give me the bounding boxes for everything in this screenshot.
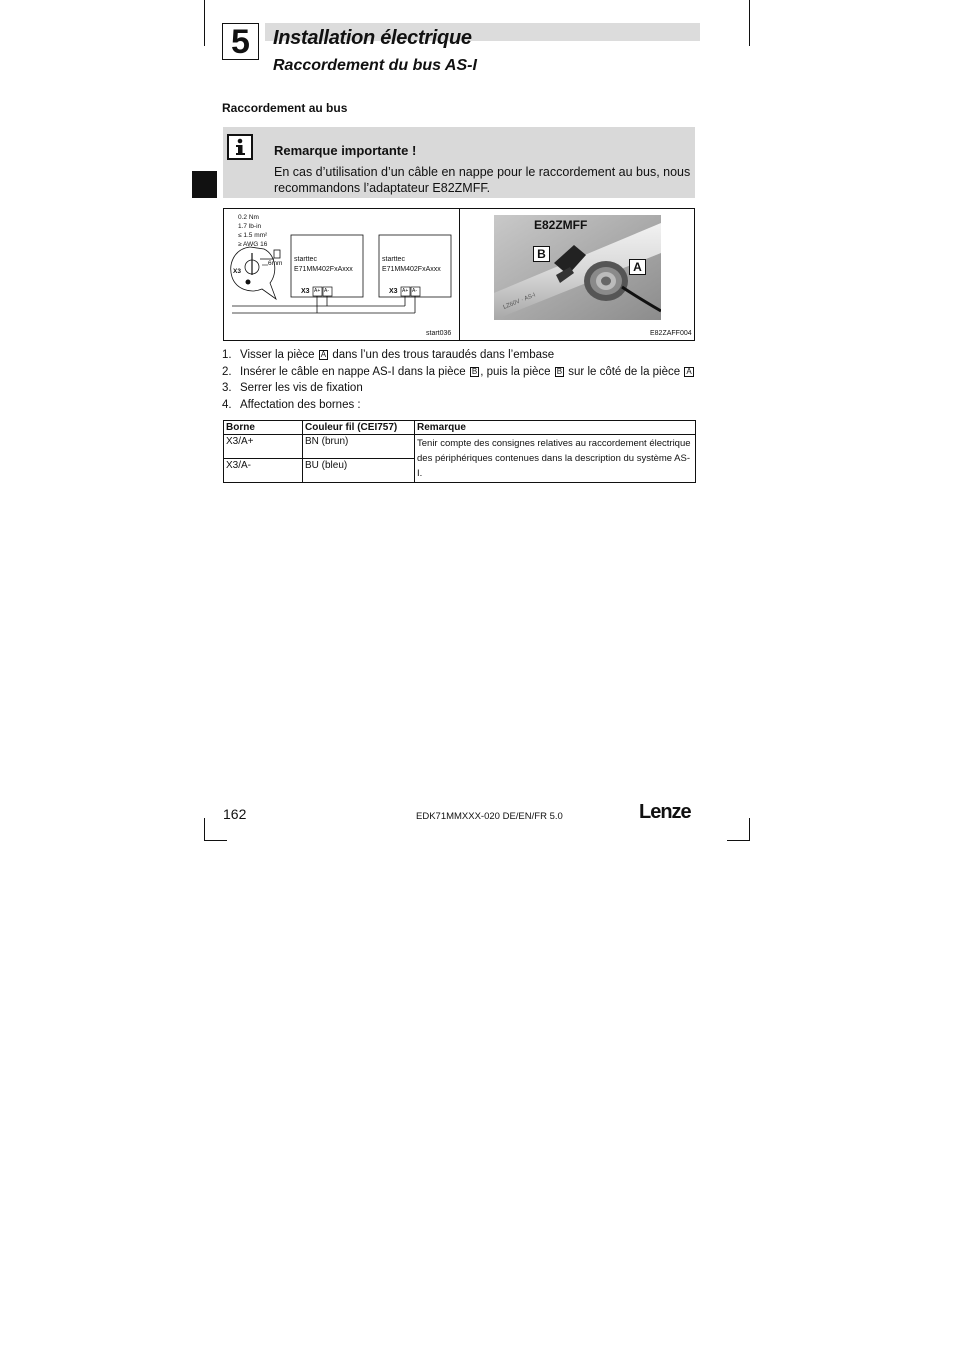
ref-box-a: A [686,367,692,376]
cell-remarque: Tenir compte des consignes relatives au raccordement électrique des périphériques contenues dans la description du système AS-I. [415,435,696,483]
marker-a: A [629,259,646,275]
terminal-x3-label: X3 [233,268,241,275]
section-heading: Raccordement au bus [222,101,348,115]
note-text: En cas d’utilisation d’un câble en nappe pour le raccordement au bus, nous recommandons l’adaptateur E82ZMFF. [274,165,691,195]
page-subtitle: Raccordement du bus AS-I [273,57,477,74]
device2-model: E71MM402FxAxxx [382,266,441,273]
device2-terminal-plus: A+ [402,288,409,294]
figure-right-caption: E82ZAFF004 [650,330,692,337]
svg-text:LZ60V · AS-I: LZ60V · AS-I [502,292,537,311]
chapter-tab-marker [192,171,217,198]
cell-couleur: BU (bleu) [303,459,415,483]
page-title: Installation électrique [273,27,472,49]
crop-mark [727,840,750,841]
strip-length: 6mm [268,260,283,267]
lenze-logo: Lenze [639,801,691,823]
spec-torque-nm: 0.2 Nm [238,214,259,221]
device2-brand: starttec [382,256,405,263]
page-number: 162 [223,806,247,822]
doc-code: EDK71MMXXX-020 DE/EN/FR 5.0 [416,811,563,822]
cell-couleur: BN (brun) [303,435,415,459]
info-icon [227,134,253,160]
chapter-number: 5 [222,23,259,60]
cell-borne: X3/A+ [224,435,303,459]
ref-box-b: B [556,367,563,376]
product-label: E82ZMFF [534,218,588,232]
device2-terminal-minus: A- [412,288,417,294]
crop-mark [204,818,205,841]
device1-brand: starttec [294,256,317,263]
crop-mark [204,840,227,841]
spec-section: ≤ 1.5 mm² [238,232,268,239]
device1-terminal-minus: A- [324,288,329,294]
ref-box-b: B [471,367,478,376]
header-borne: Borne [224,421,303,435]
spec-awg: ≥ AWG 16 [238,241,268,248]
spec-torque-lbin: 1.7 lb-in [238,223,262,230]
table-row [224,435,696,459]
figure-left-caption: start036 [426,330,452,337]
crop-mark [204,0,205,46]
device1-model: E71MM402FxAxxx [294,266,353,273]
device1-x3-label: X3 [301,288,310,295]
cell-borne: X3/A- [224,459,303,483]
header-remarque: Remarque [415,421,696,435]
crop-mark [749,0,750,46]
header-couleur: Couleur fil (CEI757) [303,421,415,435]
terminal-table [223,420,696,483]
device1-terminal-plus: A+ [314,288,321,294]
marker-b: B [533,246,550,262]
wiring-diagram [224,209,458,340]
ref-box-a: A [320,350,327,359]
figure-divider [459,208,460,341]
table-header-row [224,421,696,435]
device2-x3-label: X3 [389,288,398,295]
crop-mark [749,818,750,841]
note-title: Remarque importante ! [274,143,417,158]
